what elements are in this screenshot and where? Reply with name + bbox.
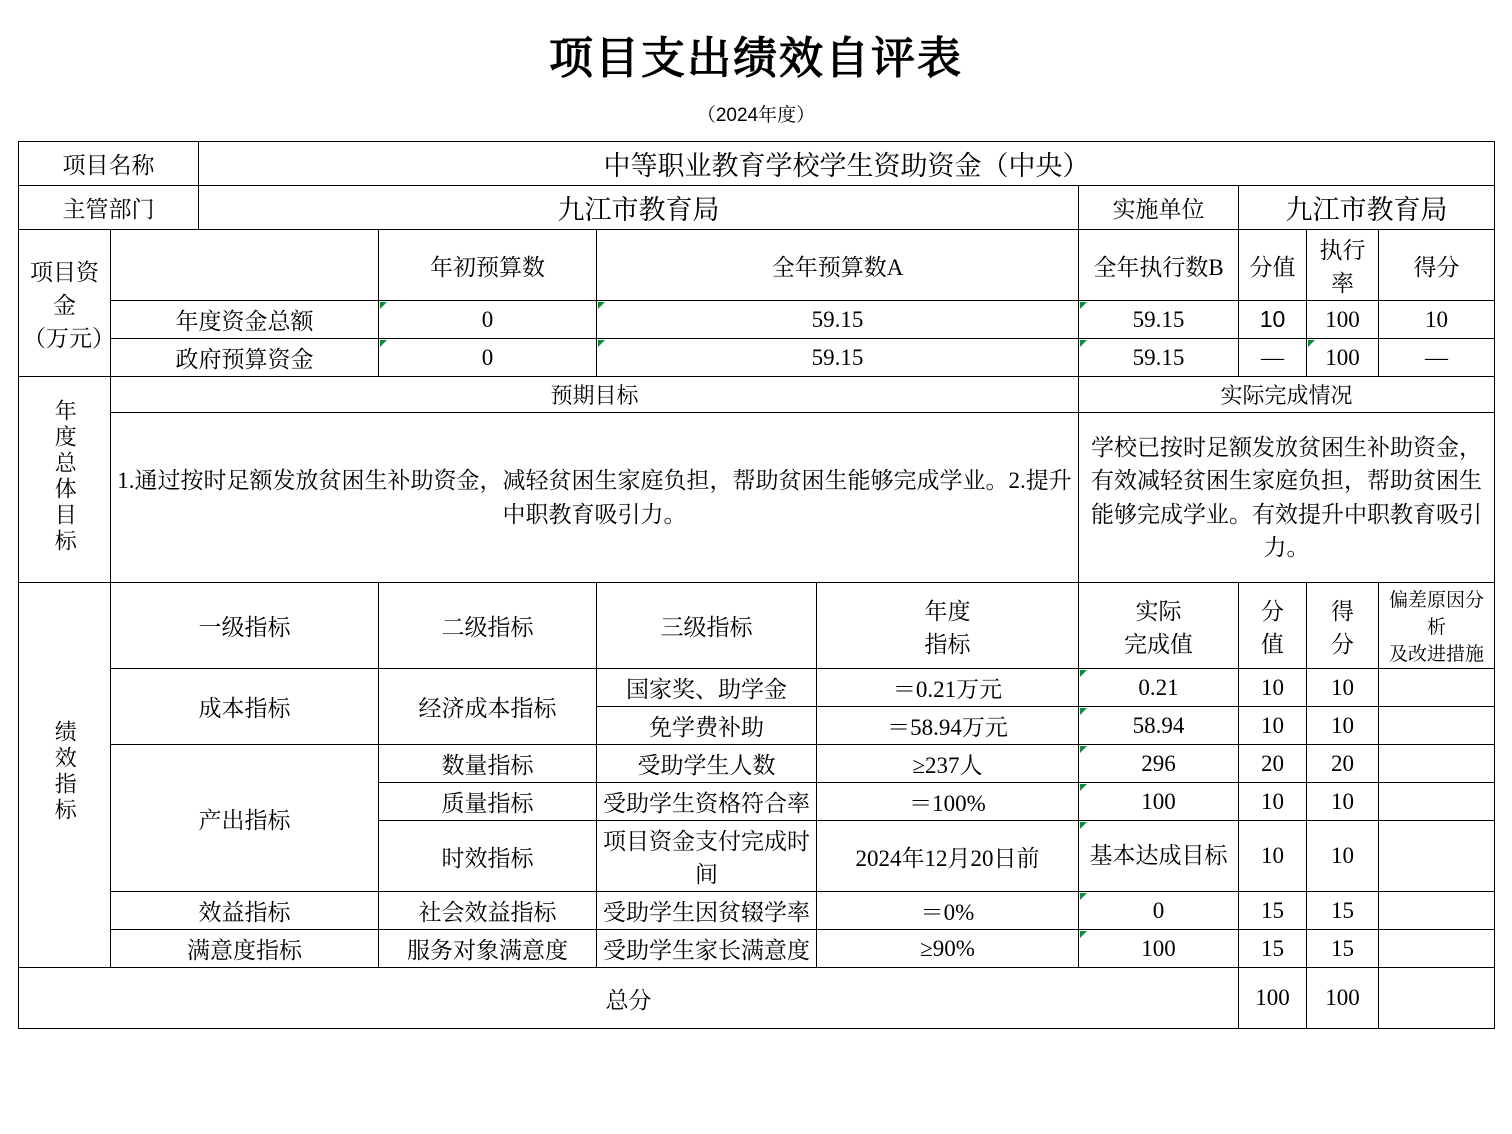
- col-score-value: 分值: [1239, 230, 1307, 301]
- funds-exec-rate-1: 100: [1307, 339, 1379, 377]
- funds-year-budget-1: 59.15: [597, 339, 1079, 377]
- funds-label: [19, 230, 115, 377]
- indicator-deviation-6: [1379, 930, 1495, 968]
- indicator-score-4: 10: [1307, 821, 1379, 892]
- unit-value: 九江市教育局: [1239, 186, 1495, 230]
- expected-goal-text: 1.通过按时足额发放贫困生补助资金，减轻贫困生家庭负担，帮助贫困生能够完成学业。2.提升中职教育吸引力。: [111, 413, 1079, 583]
- actual-result-text: 学校已按时足额发放贫困生补助资金，有效减轻贫困生家庭负担，帮助贫困生能够完成学业。有效提升中职教育吸引力。: [1079, 413, 1495, 583]
- project-name-label: 项目名称: [19, 142, 199, 186]
- col-year-exec: 全年执行数B: [1079, 230, 1239, 301]
- indicator-target-4: 2024年12月20日前: [817, 821, 1079, 892]
- funds-label-line2: （万元）: [23, 325, 115, 351]
- indicator-level2-3: 质量指标: [379, 783, 597, 821]
- indicator-target-0: ＝0.21万元: [817, 669, 1079, 707]
- funds-year-exec-1: 59.15: [1079, 339, 1239, 377]
- indicators-row-label: 绩效指标: [19, 583, 111, 968]
- indicator-target-1: ＝58.94万元: [817, 707, 1079, 745]
- col-level1: 一级指标: [111, 583, 379, 669]
- table-row: [19, 892, 1495, 930]
- unit-label: 实施单位: [1079, 186, 1239, 230]
- funds-score-value-1: —: [1239, 339, 1307, 377]
- document-page: [0, 22, 1512, 1134]
- indicator-deviation-0: [1379, 669, 1495, 707]
- funds-label-line1: 项目资金: [30, 259, 99, 318]
- indicator-score-3: 10: [1307, 783, 1379, 821]
- col-exec-rate: 执行率: [1307, 230, 1379, 301]
- annual-goal-row-label: 年度总体目标: [19, 377, 111, 583]
- indicator-level2-5: 社会效益指标: [379, 892, 597, 930]
- page-title: 项目支出绩效自评表: [549, 34, 963, 83]
- expected-goal-header: 预期目标: [111, 377, 1079, 413]
- indicator-actual-3: 100: [1079, 783, 1239, 821]
- indicator-target-5: ＝0%: [817, 892, 1079, 930]
- indicator-deviation-5: [1379, 892, 1495, 930]
- indicator-target-3: ＝100%: [817, 783, 1079, 821]
- funds-row-name-0: 年度资金总额: [111, 301, 379, 339]
- indicator-level1-2: 产出指标: [111, 745, 379, 892]
- indicator-score-value-5: 15: [1239, 892, 1307, 930]
- total-score-value: 100: [1239, 968, 1307, 1029]
- table-row: [19, 377, 1495, 413]
- indicator-level3-4: 项目资金支付完成时间: [597, 821, 817, 892]
- indicator-level2-0: 经济成本指标: [379, 669, 597, 745]
- col-score: 得分: [1379, 230, 1495, 301]
- funds-score-0: 10: [1379, 301, 1495, 339]
- actual-result-header: 实际完成情况: [1079, 377, 1495, 413]
- indicator-target-2: ≥237人: [817, 745, 1079, 783]
- col-level2: 二级指标: [379, 583, 597, 669]
- table-row: [19, 186, 1495, 230]
- total-score: 100: [1307, 968, 1379, 1029]
- indicator-score-6: 15: [1307, 930, 1379, 968]
- indicator-level2-4: 时效指标: [379, 821, 597, 892]
- col-indicator-score-value: 分 值: [1239, 583, 1307, 669]
- col-actual-value: 实际 完成值: [1079, 583, 1239, 669]
- table-row-total: [19, 968, 1495, 1029]
- col-begin-budget: 年初预算数: [379, 230, 597, 301]
- col-annual-target: 年度 指标: [817, 583, 1079, 669]
- indicator-level3-6: 受助学生家长满意度: [597, 930, 817, 968]
- table-row: [19, 339, 1495, 377]
- indicator-level3-2: 受助学生人数: [597, 745, 817, 783]
- indicator-score-value-1: 10: [1239, 707, 1307, 745]
- indicator-deviation-2: [1379, 745, 1495, 783]
- indicator-level2-6: 服务对象满意度: [379, 930, 597, 968]
- indicator-score-value-4: 10: [1239, 821, 1307, 892]
- indicator-level2-2: 数量指标: [379, 745, 597, 783]
- table-row: [19, 669, 1495, 707]
- indicator-level3-1: 免学费补助: [597, 707, 817, 745]
- indicator-score-value-3: 10: [1239, 783, 1307, 821]
- table-row: [19, 583, 1495, 669]
- funds-exec-rate-0: 100: [1307, 301, 1379, 339]
- indicator-score-value-2: 20: [1239, 745, 1307, 783]
- funds-score-value-0: 10: [1239, 301, 1307, 339]
- table-row: [19, 230, 1495, 301]
- page-subtitle: （2024年度）: [696, 105, 816, 126]
- total-deviation: [1379, 968, 1495, 1029]
- table-row: [19, 413, 1495, 583]
- indicator-actual-6: 100: [1079, 930, 1239, 968]
- project-name-value: 中等职业教育学校学生资助资金（中央）: [199, 142, 1495, 186]
- indicator-score-value-0: 10: [1239, 669, 1307, 707]
- indicator-deviation-1: [1379, 707, 1495, 745]
- funds-begin-budget-1: 0: [379, 339, 597, 377]
- table-row: [19, 301, 1495, 339]
- indicator-level1-6: 满意度指标: [111, 930, 379, 968]
- indicator-score-1: 10: [1307, 707, 1379, 745]
- dept-value: 九江市教育局: [199, 186, 1079, 230]
- indicator-actual-5: 0: [1079, 892, 1239, 930]
- indicator-deviation-4: [1379, 821, 1495, 892]
- indicator-level1-0: 成本指标: [111, 669, 379, 745]
- dept-label: 主管部门: [19, 186, 199, 230]
- col-level3: 三级指标: [597, 583, 817, 669]
- indicator-deviation-3: [1379, 783, 1495, 821]
- indicator-target-6: ≥90%: [817, 930, 1079, 968]
- indicator-score-2: 20: [1307, 745, 1379, 783]
- table-row: [19, 745, 1495, 783]
- funds-begin-budget-0: 0: [379, 301, 597, 339]
- indicator-level3-0: 国家奖、助学金: [597, 669, 817, 707]
- funds-row-name-1: 政府预算资金: [111, 339, 379, 377]
- indicator-actual-2: 296: [1079, 745, 1239, 783]
- table-row: [19, 930, 1495, 968]
- col-deviation-analysis: 偏差原因分析 及改进措施: [1379, 583, 1495, 669]
- indicator-level3-3: 受助学生资格符合率: [597, 783, 817, 821]
- funds-year-budget-0: 59.15: [597, 301, 1079, 339]
- funds-year-exec-0: 59.15: [1079, 301, 1239, 339]
- indicator-level1-5: 效益指标: [111, 892, 379, 930]
- col-indicator-score: 得 分: [1307, 583, 1379, 669]
- indicator-actual-1: 58.94: [1079, 707, 1239, 745]
- indicator-actual-4: 基本达成目标: [1079, 821, 1239, 892]
- indicator-level3-5: 受助学生因贫辍学率: [597, 892, 817, 930]
- indicator-score-value-6: 15: [1239, 930, 1307, 968]
- indicator-actual-0: 0.21: [1079, 669, 1239, 707]
- funds-score-1: —: [1379, 339, 1495, 377]
- col-year-budget: 全年预算数A: [597, 230, 1079, 301]
- performance-self-evaluation-table: [18, 141, 1495, 1029]
- table-row: [19, 142, 1495, 186]
- funds-rowname-header: [111, 230, 379, 301]
- indicator-score-0: 10: [1307, 669, 1379, 707]
- total-label: 总分: [19, 968, 1239, 1029]
- indicator-score-5: 15: [1307, 892, 1379, 930]
